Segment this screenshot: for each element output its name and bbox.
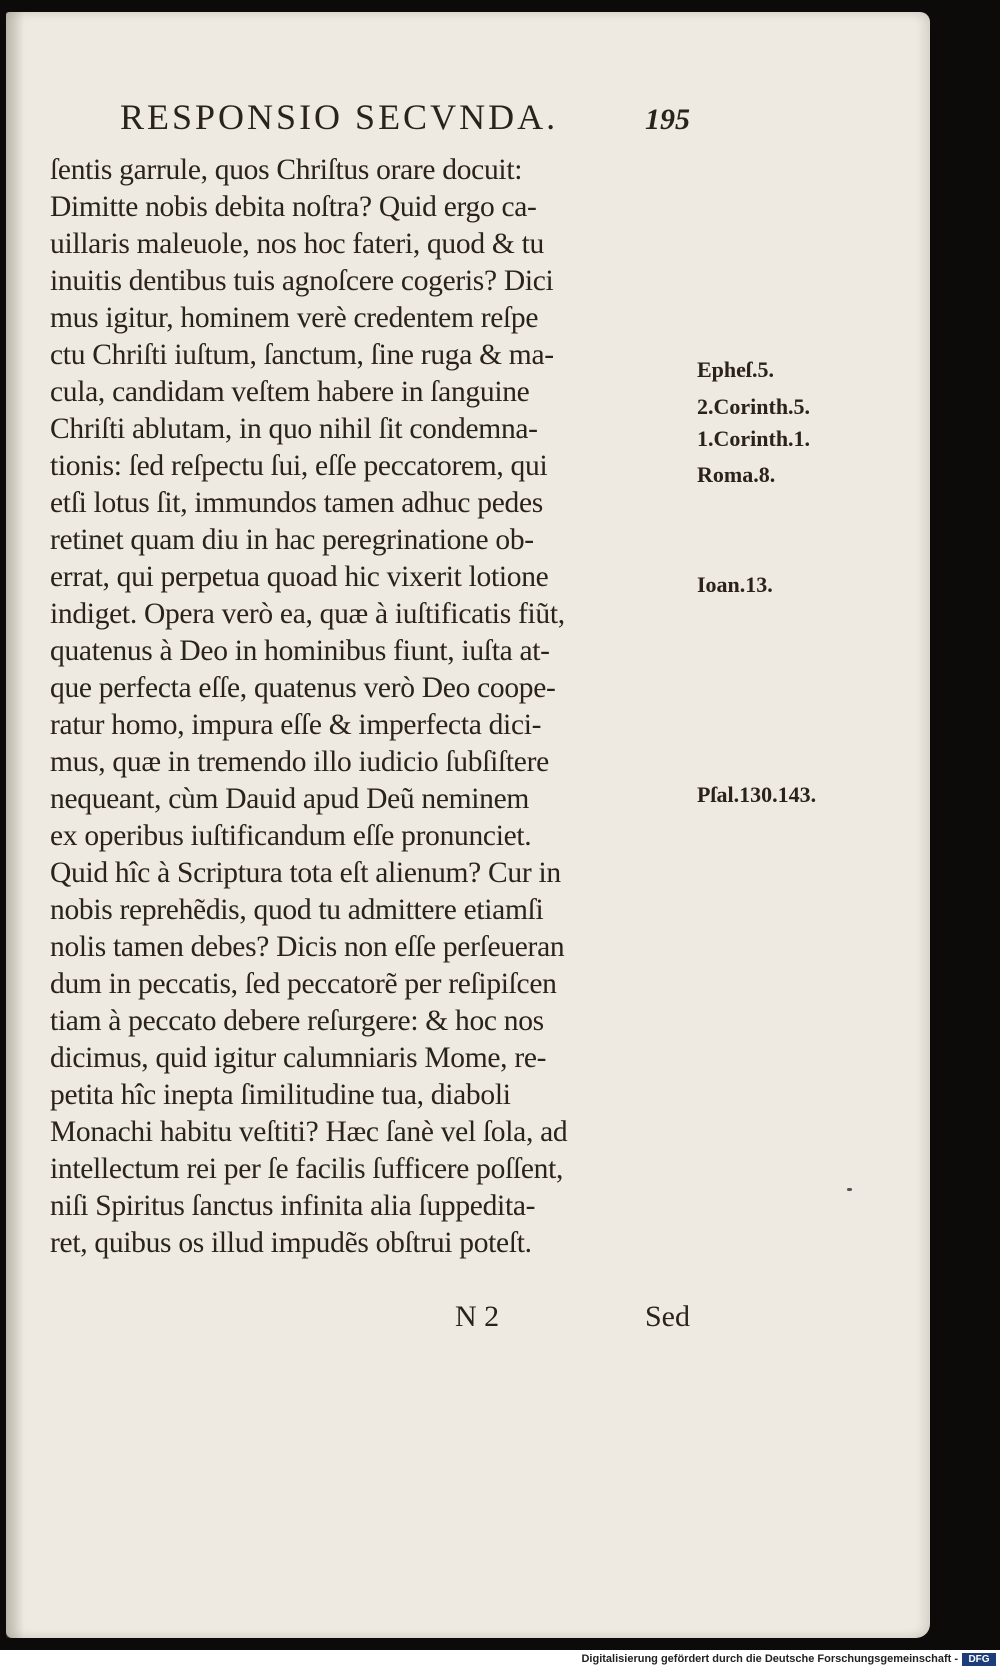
catchword: Sed	[645, 1300, 690, 1333]
page-footer	[50, 1300, 690, 1340]
margin-note-psalms: Pſal.130.143.	[697, 782, 817, 807]
margin-note-ephesians: Epheſ.5.	[697, 357, 775, 382]
text-line: indiget. Opera verò ea, quæ à iuſtificatis fiũt,	[50, 598, 565, 630]
margin-note-1-corinthians: 1.Corinth.1.	[697, 426, 811, 451]
text-line: ſentis garrule, quos Chriſtus orare docuit:	[50, 154, 523, 186]
dfg-logo: DFG	[962, 1653, 996, 1666]
text-line: dicimus, quid igitur calumniaris Mome, re-	[50, 1042, 547, 1074]
text-line: uillaris maleuole, nos hoc fateri, quod & tu	[50, 228, 544, 260]
text-line: ratur homo, impura eſſe & imperfecta dici-	[50, 709, 542, 741]
running-title: RESPONSIO SECVNDA.	[120, 97, 559, 137]
signature-mark: N 2	[455, 1300, 500, 1333]
text-line: ctu Chriſti iuſtum, ſanctum, ſine ruga & ma-	[50, 339, 554, 371]
text-line: que perfecta eſſe, quatenus verò Deo coope-	[50, 672, 556, 704]
text-line: Dimitte nobis debita noſtra? Quid ergo ca-	[50, 191, 537, 223]
text-line: petita hîc inepta ſimilitudine tua, diaboli	[50, 1079, 511, 1111]
page-number: 195	[645, 103, 690, 136]
digitization-credit: Digitalisierung gefördert durch die Deutsche Forschungsgemeinschaft -	[581, 1653, 958, 1665]
text-line: nobis reprehẽdis, quod tu admittere etiamſi	[50, 894, 544, 926]
text-line: mus igitur, hominem verè credentem reſpe	[50, 302, 539, 334]
text-line: ret, quibus os illud impudẽs obſtrui poteſt.	[50, 1227, 532, 1259]
text-line: tionis: ſed reſpectu ſui, eſſe peccatorem, qui	[50, 450, 548, 482]
margin-note-romans: Roma.8.	[697, 462, 776, 487]
text-line: dum in peccatis, ſed peccatorẽ per reſipiſcen	[50, 968, 557, 1000]
text-line: intellectum rei per ſe facilis ſufficere poſſent,	[50, 1153, 564, 1185]
text-line: Monachi habitu veſtiti? Hæc ſanè vel ſola, ad	[50, 1116, 568, 1148]
text-line: mus, quæ in tremendo illo iudicio ſubſiſtere	[50, 746, 549, 778]
text-line: ex operibus iuſtificandum eſſe pronunciet.	[50, 820, 532, 852]
ink-speck	[847, 1188, 852, 1191]
text-line: quatenus à Deo in hominibus fiunt, iuſta at-	[50, 635, 550, 667]
text-line: inuitis dentibus tuis agnoſcere cogeris? Dici	[50, 265, 554, 297]
body-text	[50, 152, 690, 1262]
text-line: Quid hîc à Scriptura tota eſt alienum? Cur in	[50, 857, 561, 889]
text-line: nolis tamen debes? Dicis non eſſe perſeueran	[50, 931, 565, 963]
text-line: tiam à peccato debere reſurgere: & hoc nos	[50, 1005, 544, 1037]
text-line: nequeant, cùm Dauid apud Deũ neminem	[50, 783, 530, 815]
margin-note-john: Ioan.13.	[697, 572, 773, 597]
margin-note-2-corinthians: 2.Corinth.5.	[697, 394, 811, 419]
text-line: niſi Spiritus ſanctus infinita alia ſuppedita-	[50, 1190, 536, 1222]
running-header	[120, 96, 690, 140]
text-line: retinet quam diu in hac peregrinatione ob-	[50, 524, 534, 556]
text-line: errat, qui perpetua quoad hic vixerit lotione	[50, 561, 549, 593]
text-line: Chriſti ablutam, in quo nihil ſit condemna-	[50, 413, 538, 445]
page-gutter-shadow	[6, 12, 24, 1638]
text-line: etſi lotus ſit, immundos tamen adhuc pedes	[50, 487, 543, 519]
text-line: cula, candidam veſtem habere in ſanguine	[50, 376, 530, 408]
